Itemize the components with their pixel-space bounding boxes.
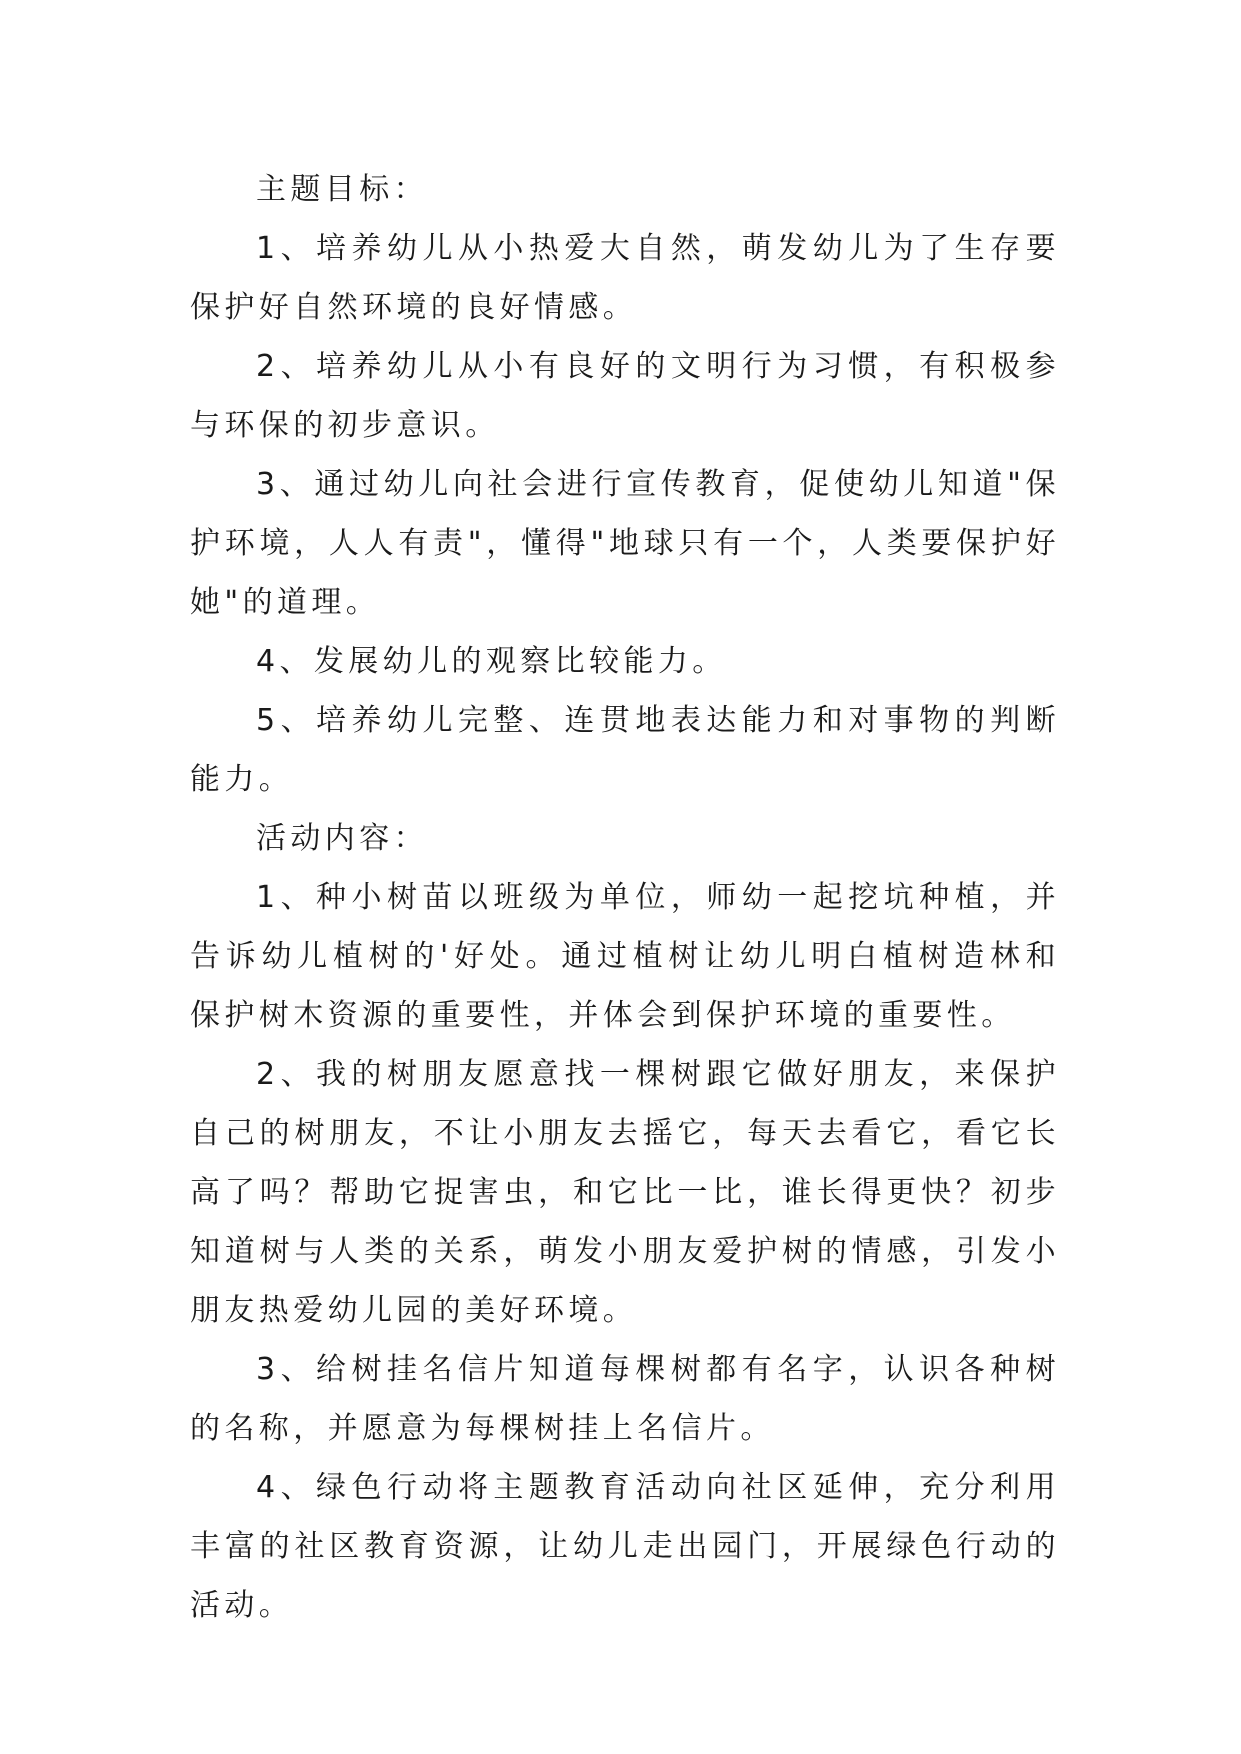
goal-item-1: 1、培养幼儿从小热爱大自然，萌发幼儿为了生存要保护好自然环境的良好情感。 [190, 231, 1060, 325]
section-heading-goals: 主题目标： [256, 172, 428, 207]
activity-item-2: 2、我的树朋友愿意找一棵树跟它做好朋友，来保护自己的树朋友，不让小朋友去摇它，每天去看它，看它长高了吗？帮助它捉害虫，和它比一比，谁长得更快？初步知道树与人类的关系，萌发小朋友爱护树的情感，引发小朋友热爱幼儿园的美好环境。 [190, 1057, 1060, 1328]
goal-item-2: 2、培养幼儿从小有良好的文明行为习惯，有积极参与环保的初步意识。 [190, 349, 1060, 443]
activity-item-4: 4、绿色行动将主题教育活动向社区延伸，充分利用丰富的社区教育资源，让幼儿走出园门，开展绿色行动的活动。 [190, 1470, 1060, 1623]
goal-item-3: 3、通过幼儿向社会进行宣传教育，促使幼儿知道"保护环境，人人有责"，懂得"地球只有一个，人类要保护好她"的道理。 [190, 467, 1060, 620]
goal-item-4: 4、发展幼儿的观察比较能力。 [256, 644, 727, 679]
section-heading-activities: 活动内容： [256, 821, 428, 856]
goal-item-5: 5、培养幼儿完整、连贯地表达能力和对事物的判断能力。 [190, 703, 1060, 797]
document-body [190, 160, 1060, 1635]
activity-item-3: 3、给树挂名信片知道每棵树都有名字，认识各种树的名称，并愿意为每棵树挂上名信片。 [190, 1352, 1060, 1446]
activity-item-1: 1、种小树苗以班级为单位，师幼一起挖坑种植，并告诉幼儿植树的'好处。通过植树让幼儿明白植树造林和保护树木资源的重要性，并体会到保护环境的重要性。 [190, 880, 1060, 1033]
